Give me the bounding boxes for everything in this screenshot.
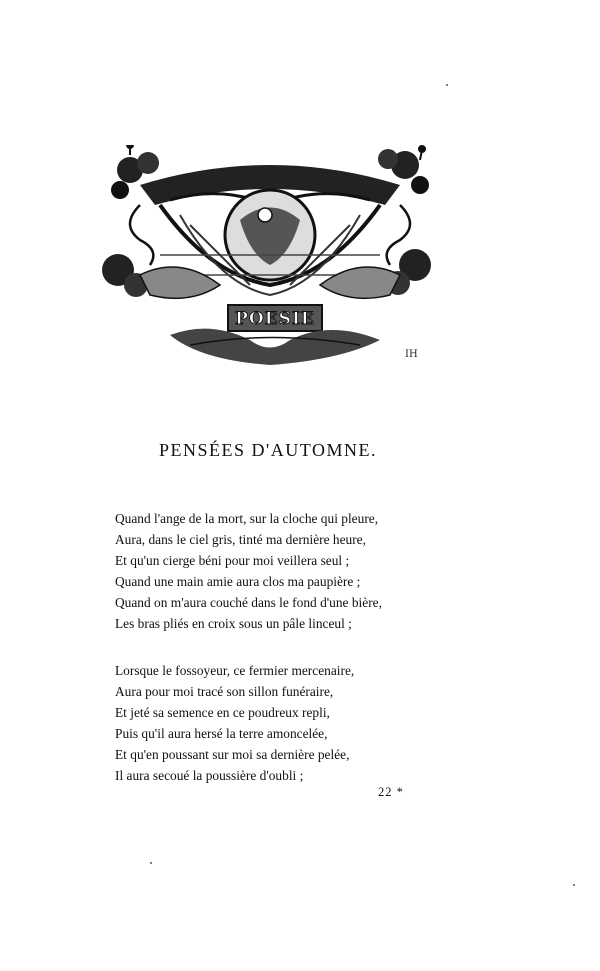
poem-title: PENSÉES D'AUTOMNE.: [159, 440, 377, 460]
verse-line: Quand on m'aura couché dans le fond d'une bière,: [115, 595, 382, 610]
stanza-2: [115, 660, 354, 786]
ornamental-vignette: [100, 145, 440, 370]
verse-line: Et qu'en poussant sur moi sa dernière pelée,: [115, 747, 350, 762]
page-number: 22 *: [378, 785, 404, 799]
verse-line: Aura, dans le ciel gris, tinté ma dernière heure,: [115, 532, 366, 547]
verse-line: Les bras pliés en croix sous un pâle linceul ;: [115, 616, 352, 631]
paper-speck: [150, 862, 152, 864]
verse-line: Quand une main amie aura clos ma paupière ;: [115, 574, 361, 589]
verse-line: Lorsque le fossoyeur, ce fermier mercenaire,: [115, 663, 355, 678]
paper-speck: [573, 884, 575, 886]
banner-label: POESIE: [235, 309, 315, 329]
paper-speck: [446, 84, 448, 86]
verse-line: Et qu'un cierge béni pour moi veillera seul ;: [115, 553, 350, 568]
stanza-1: [115, 508, 382, 634]
verse-line: Puis qu'il aura hersé la terre amoncelée,: [115, 726, 328, 741]
verse-line: Il aura secoué la poussière d'oubli ;: [115, 768, 304, 783]
artist-initials: IH: [405, 349, 418, 360]
verse-line: Quand l'ange de la mort, sur la cloche qui pleure,: [115, 511, 379, 526]
verse-line: Et jeté sa semence en ce poudreux repli,: [115, 705, 330, 720]
verse-line: Aura pour moi tracé son sillon funéraire,: [115, 684, 334, 699]
